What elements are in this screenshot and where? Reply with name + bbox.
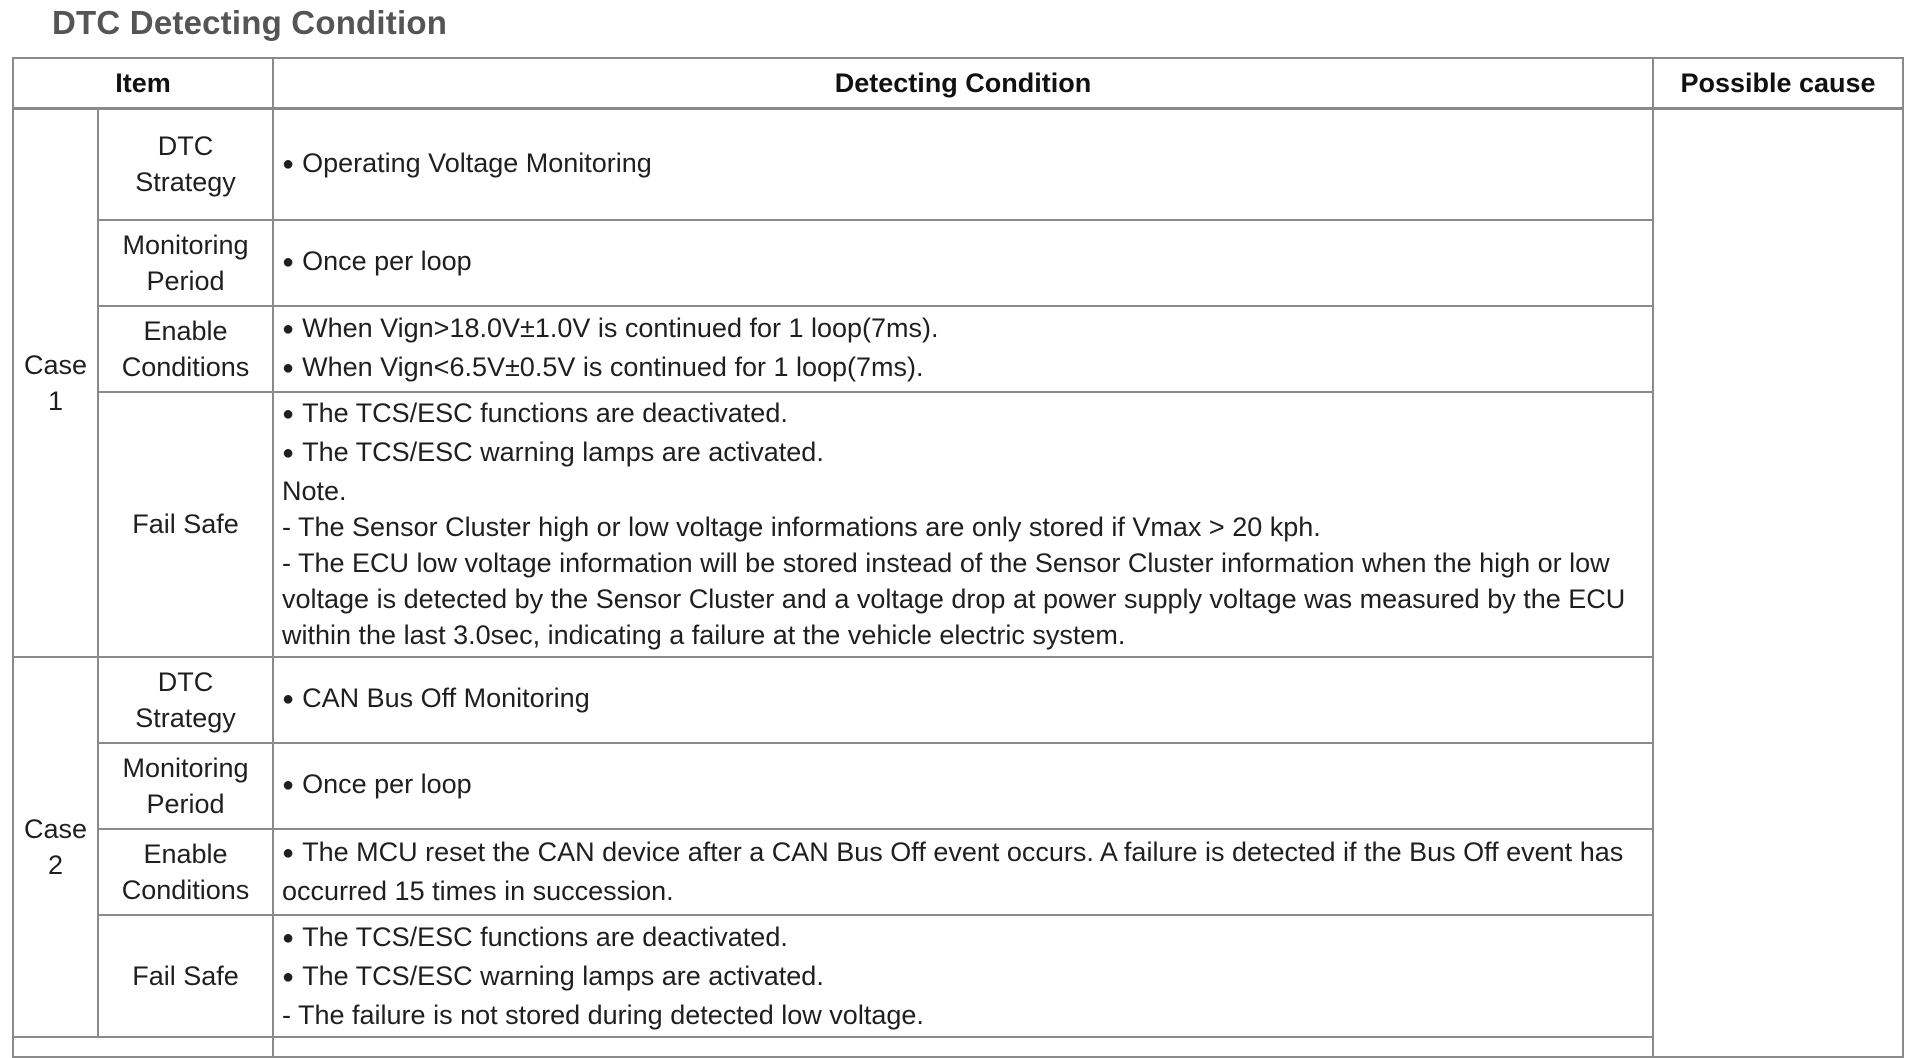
condition-cell xyxy=(273,829,1653,915)
condition-text-line: Note. xyxy=(282,476,347,506)
table-row-continuation xyxy=(13,1037,1903,1057)
condition-cell xyxy=(273,306,1653,392)
case-label-line: Case xyxy=(23,813,88,844)
table-row xyxy=(13,657,1903,743)
table-row xyxy=(13,915,1903,1037)
item-label-line: Strategy xyxy=(135,702,236,733)
condition-cell xyxy=(273,657,1653,743)
item-label-line: Fail Safe xyxy=(132,960,239,991)
item-label-line: DTC xyxy=(157,131,214,162)
header-row xyxy=(13,58,1903,109)
continuation-cell xyxy=(13,1037,273,1057)
condition-bullet-item: ● The TCS/ESC warning lamps are activated. xyxy=(282,434,1644,473)
condition-cell xyxy=(273,220,1653,306)
condition-bullet-item: ● Operating Voltage Monitoring xyxy=(282,145,1644,184)
table-row xyxy=(13,109,1903,220)
condition-bullet-item: ● The TCS/ESC functions are deactivated. xyxy=(282,919,1644,958)
page-title: DTC Detecting Condition xyxy=(52,4,448,41)
condition-bullet-item: ● The MCU reset the CAN device after a CAN Bus Off event occurs. A failure is detected if the Bus Off event has occurred 15 times in succession. xyxy=(282,834,1644,909)
condition-bullet-item: ● The TCS/ESC warning lamps are activated. xyxy=(282,958,1644,997)
item-label-line: Enable xyxy=(143,838,228,869)
item-label-line: Period xyxy=(146,265,225,296)
item-label-line: Monitoring xyxy=(122,752,249,783)
item-label xyxy=(98,306,273,392)
item-label-line: Enable xyxy=(143,315,228,346)
item-label xyxy=(98,392,273,657)
condition-text-line: - The ECU low voltage information will be stored instead of the Sensor Cluster information when the high or low voltage is detected by the Sensor Cluster and a voltage drop at power supply voltage was measured by the ECU within the last 3.0sec, indicating a failure at the vehicle electric system. xyxy=(282,548,1626,650)
item-label-line: Period xyxy=(146,788,225,819)
header-cause: Possible cause xyxy=(1653,58,1903,109)
case-label-number: 2 xyxy=(47,849,64,880)
item-label-line: Strategy xyxy=(135,167,236,198)
case-label-number: 1 xyxy=(47,385,64,416)
item-label xyxy=(98,220,273,306)
continuation-cell xyxy=(273,1037,1653,1057)
item-label xyxy=(98,657,273,743)
item-label-line: Fail Safe xyxy=(132,509,239,539)
condition-bullet-item: ● The TCS/ESC functions are deactivated. xyxy=(282,395,1644,434)
item-label xyxy=(98,743,273,829)
case-label-line: Case xyxy=(23,349,88,380)
dtc-table xyxy=(12,57,1904,1058)
condition-cell xyxy=(273,392,1653,657)
item-label-line: Monitoring xyxy=(122,229,249,260)
item-label-line: DTC xyxy=(157,666,214,697)
condition-bullet-item: ● Once per loop xyxy=(282,766,1644,805)
condition-bullet-item: ● CAN Bus Off Monitoring xyxy=(282,680,1644,719)
condition-cell xyxy=(273,743,1653,829)
condition-bullet-item: ● When Vign<6.5V±0.5V is continued for 1 loop(7ms). xyxy=(282,349,1644,388)
condition-bullet-item: ● When Vign>18.0V±1.0V is continued for 1 loop(7ms). xyxy=(282,310,1644,349)
table-body xyxy=(13,109,1903,1057)
table-row xyxy=(13,743,1903,829)
table-row xyxy=(13,392,1903,657)
condition-bullet-item: ● Once per loop xyxy=(282,243,1644,282)
item-label xyxy=(98,829,273,915)
case-label xyxy=(13,657,98,1037)
table-row xyxy=(13,306,1903,392)
table-row xyxy=(13,220,1903,306)
condition-cell xyxy=(273,109,1653,220)
header-condition: Detecting Condition xyxy=(273,58,1653,109)
condition-text-line: - The failure is not stored during detected low voltage. xyxy=(282,999,924,1030)
possible-cause-cell xyxy=(1653,109,1903,1057)
item-label xyxy=(98,915,273,1037)
condition-cell xyxy=(273,915,1653,1037)
item-label-line: Conditions xyxy=(121,874,250,905)
case-label xyxy=(13,109,98,657)
item-label xyxy=(98,109,273,220)
header-item: Item xyxy=(13,58,273,109)
condition-text-line: - The Sensor Cluster high or low voltage informations are only stored if Vmax > 20 kph. xyxy=(282,512,1321,542)
table-row xyxy=(13,829,1903,915)
item-label-line: Conditions xyxy=(121,351,250,382)
